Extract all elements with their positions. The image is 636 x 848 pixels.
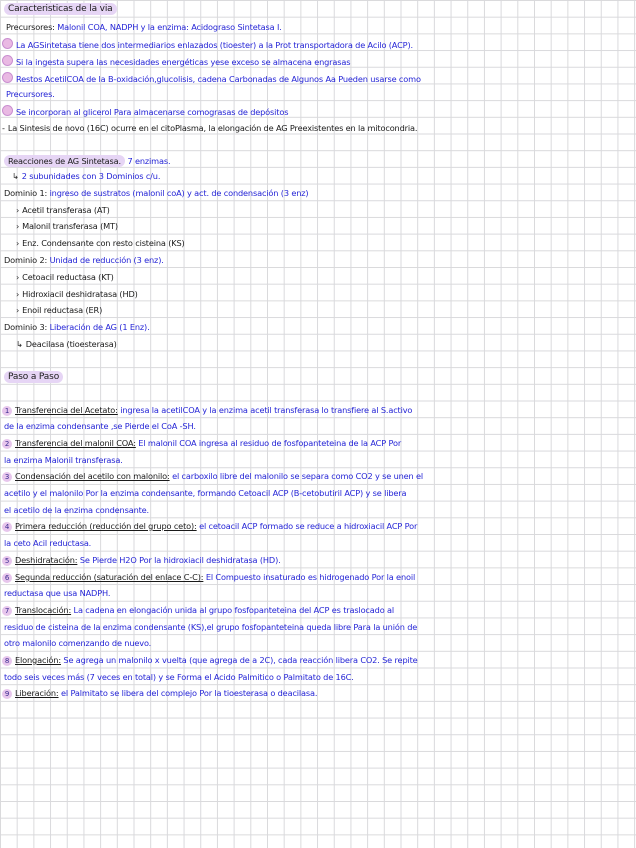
arrow-icon: › — [16, 305, 20, 315]
section-title-caracteristicas: Caracteristicas de la via — [4, 3, 117, 15]
step-6-continuation: reductasa que usa NADPH. — [4, 588, 111, 598]
step-8: 8 Elongación: Se agrega un malonilo x vuelta (que agrega de a 2C), cada reacción libera CO2. Se repite — [2, 654, 418, 666]
step-2-continuation: la enzima Malonil transferasa. — [4, 455, 123, 465]
step-number-icon: 1 — [2, 406, 12, 416]
intro-bullet: Se incorporan al glicerol Para almacenarse comograsas de depósitos — [2, 105, 288, 118]
intro-bullet: Restos AcetilCOA de la B-oxidación,glucolisis, cadena Carbonadas de Algunos Aa Pueden usarse como — [2, 72, 421, 85]
arrow-icon: › — [16, 238, 20, 248]
step-number-icon: 7 — [2, 606, 12, 616]
step-number-icon: 4 — [2, 522, 12, 532]
domain2-item: › Enoil reductasa (ER) — [16, 305, 103, 315]
step-9: 9 Liberación: el Palmitato se libera del complejo Por la tioesterasa o deacilasa. — [2, 687, 317, 699]
arrow-icon: › — [16, 221, 20, 231]
step-3: 3 Condensación del acetilo con malonilo: el carboxilo libre del malonilo se separa como CO2 y se unen el — [2, 470, 423, 482]
intro-bullet: Si la ingesta supera las necesidades energéticas yese exceso se almacena engrasas — [2, 55, 350, 68]
step-7-continuation: residuo de cisteina de la enzima condensante (KS),el grupo fosfopanteteina queda libre Para la unión de — [4, 622, 418, 632]
domain2-item: › Hidroxiacil deshidratasa (HD) — [16, 289, 138, 299]
dash-icon: - — [2, 123, 5, 133]
bullet-marker-icon — [2, 38, 13, 49]
intro-bullet: - La Sintesis de novo (16C) ocurre en el citoPlasma, la elongación de AG Preexistentes en la mitocondria. — [2, 123, 418, 133]
bullet-marker-icon — [2, 105, 13, 116]
arrow-icon: › — [16, 272, 20, 282]
step-8-continuation: todo seis veces más (7 veces en total) y se Forma el Acido Palmitico o Palmitato de 16C. — [4, 672, 354, 682]
step-3-continuation: el acetilo de la enzima condensante. — [4, 505, 150, 515]
step-4-continuation: la ceto Acil reductasa. — [4, 538, 92, 548]
step-2: 2 Transferencia del malonil COA: El malonil COA ingresa al residuo de fosfopanteteina de la ACP Por — [2, 437, 401, 449]
bullet-marker-icon — [2, 55, 13, 66]
domain2-item: › Cetoacil reductasa (KT) — [16, 272, 114, 282]
step-1-continuation: de la enzima condensante ,se Pierde el CoA -SH. — [4, 421, 196, 431]
domain3-item: ↳ Deacilasa (tioesterasa) — [16, 339, 117, 349]
step-number-icon: 3 — [2, 472, 12, 482]
step-5: 5 Deshidratación: Se Pierde H2O Por la hidroxiacil deshidratasa (HD). — [2, 554, 281, 566]
step-7: 7 Translocación: La cadena en elongación unida al grupo fosfopanteteina del ACP es traslocado al — [2, 604, 394, 616]
intro-bullet: La AGSintetasa tiene dos intermediarios enlazados (tioester) a la Prot transportadora de Acilo (ACP). — [2, 38, 413, 51]
precursors-line: Precursores: Malonil COA, NADPH y la enzima: Acidograso Sintetasa I. — [6, 22, 282, 32]
step-number-icon: 6 — [2, 573, 12, 583]
bullet-marker-icon — [2, 72, 13, 83]
step-number-icon: 9 — [2, 689, 12, 699]
domain1-item: › Enz. Condensante con resto cisteina (KS) — [16, 238, 185, 248]
section-title-paso-a-paso: Paso a Paso — [4, 371, 63, 383]
domain2-line: Dominio 2: Unidad de reducción (3 enz). — [4, 255, 164, 265]
domain3-line: Dominio 3: Liberación de AG (1 Enz). — [4, 322, 150, 332]
step-3-continuation: acetilo y el malonilo Por la enzima condensante, formando Cetoacil ACP (B-cetobutiril ACP) y se libera — [4, 488, 407, 498]
arrow-icon: ↳ — [16, 339, 23, 349]
subunits-line: ↳ 2 subunidades con 3 Dominios c/u. — [12, 171, 161, 181]
reactions-header: Reacciones de AG Sintetasa. 7 enzimas. — [4, 155, 170, 167]
step-4: 4 Primera reducción (reducción del grupo ceto): el cetoacil ACP formado se reduce a hidroxiacil ACP Por — [2, 520, 417, 532]
arrow-icon: › — [16, 205, 20, 215]
domain1-item: › Malonil transferasa (MT) — [16, 221, 118, 231]
step-number-icon: 5 — [2, 556, 12, 566]
domain1-line: Dominio 1: ingreso de sustratos (malonil coA) y act. de condensación (3 enz) — [4, 188, 309, 198]
step-1: 1 Transferencia del Acetato: ingresa la acetilCOA y la enzima acetil transferasa lo transfiere al S.activo — [2, 404, 412, 416]
intro-bullet-continuation: Precursores. — [6, 89, 55, 99]
domain1-item: › Acetil transferasa (AT) — [16, 205, 110, 215]
step-number-icon: 2 — [2, 439, 12, 449]
arrow-icon: ↳ — [12, 171, 19, 181]
step-6: 6 Segunda reducción (saturación del enlace C-C): El Compuesto insaturado es hidrogenado Por la enoil — [2, 571, 415, 583]
step-7-continuation: otro malonilo comenzando de nuevo. — [4, 638, 152, 648]
step-number-icon: 8 — [2, 656, 12, 666]
arrow-icon: › — [16, 289, 20, 299]
